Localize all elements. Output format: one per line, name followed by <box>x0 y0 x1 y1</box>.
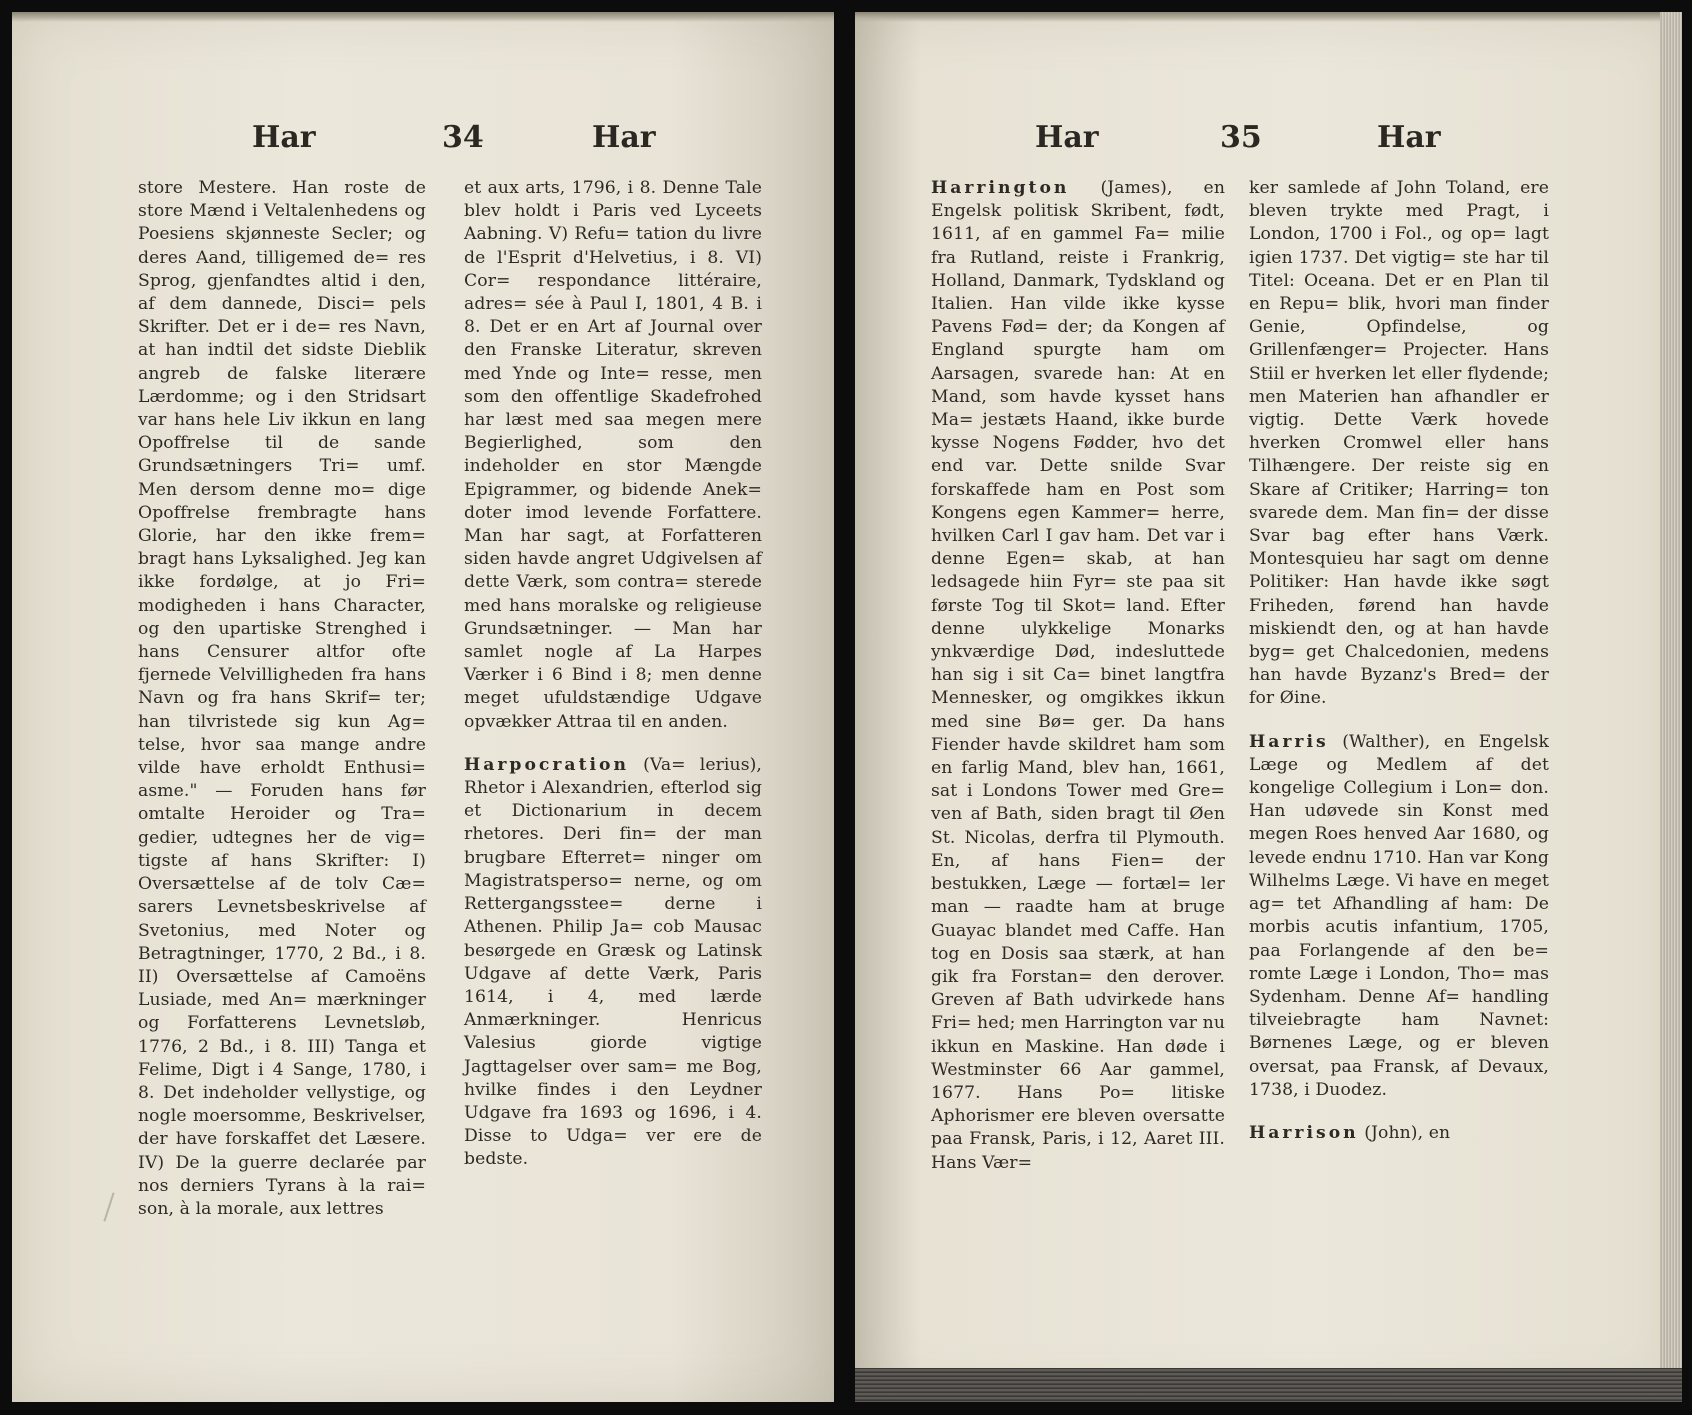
running-header <box>855 120 1682 170</box>
page-top-edge <box>855 12 1682 22</box>
header-left-word: Har <box>1035 120 1099 155</box>
page-side-edge <box>1660 12 1682 1402</box>
dictionary-entry: Harrison (John), en <box>1249 1122 1451 1143</box>
dictionary-entry: Harris (Walther), en Engelsk Læge og Medlem af det kongelige Collegium i Lon= don. Han udøvede sin Konst med megen Roes henved Aar 1680, og levede endnu 1710. Han var Kong Wilhelms Læge. Vi have en meget ag= tet Afhandling af ham: De morbis acutis infantium, 1705, paa Forlangende af den be= romte Læge i London, Tho= mas Sydenham. Denne Af= handling tilveiebragte ham Navnet: Børnenes Læge, og er bleven oversat, paa Fransk, af Devaux, 1738, i Duodez. <box>1249 731 1550 1100</box>
entry-headword: Harpocration <box>464 754 629 775</box>
left-page <box>12 12 834 1402</box>
paragraph: et aux arts, 1796, i 8. Denne Tale blev holdt i Paris ved Lyceets Aabning. V) Refu= tation du livre de l'Esprit d'Helvetius, i 8. VI) Cor= respondance littéraire, adres= sée à Paul I, 1801, 4 B. i 8. Det er en Art af Journal over den Franske Literatur, skreven med Ynde og Inte= resse, men som den offentlige Skadefrohed har læst med saa megen mere Begierlighed, som den indeholder en stor Mængde Epigrammer, og bidende Anek= doter imod levende Forfattere. Man har sagt, at Forfatteren siden havde angret Udgivelsen af dette Værk, som contra= sterede med hans moralske og religieuse Grundsætninger. — Man har samlet nogle af La Harpes Værker i 6 Bind i 8; men denne meget ufuldstændige Udgave opvækker Attraa til en anden. <box>464 178 762 732</box>
margin-mark <box>103 1192 114 1221</box>
header-right-word: Har <box>592 120 656 155</box>
right-page <box>855 12 1682 1402</box>
text-column-1 <box>931 177 1225 1175</box>
text-column-2 <box>464 177 762 1172</box>
header-left-word: Har <box>252 120 316 155</box>
page-top-edge <box>12 12 834 22</box>
paragraph: store Mestere. Han roste de store Mænd i Veltalenhedens og Poesiens skjønneste Secler; og deres Aand, tilligemed de= res Sprog, gjenfandtes altid i den, af dem dannede, Disci= pels Skrifter. Det er i de= res Navn, at han indtil det sidste Dieblik angreb de falske literære Lærdomme; og i den Stridsart var hans hele Liv ikkun en lang Opoffrelse til de sande Grundsætningers Tri= umf. Men dersom denne mo= dige Opoffrelse frembragte hans Glorie, har den ikke frem= bragt hans Lyksalighed. Jeg kan ikke fordølge, at jo Fri= modigheden i hans Character, og den upartiske Strenghed i hans Censurer altfor ofte fjernede Velvilligheden fra hans Navn og fra hans Skrif= ter; han tilvristede sig kun Ag= telse, hvor saa mange andre vilde have erholdt Enthusi= asme." — Foruden hans før omtalte Heroider og Tra= gedier, udtegnes her de vig= tigste af hans Skrifter: I) Oversættelse af de tolv Cæ= sarers Levnetsbeskrivelse af Svetonius, med Noter og Betragtninger, 1770, 2 Bd., i 8. II) Oversættelse af Camoëns Lusiade, med An= mærkninger og Forfatterens Levnetsløb, 1776, 2 Bd., i 8. III) Tanga et Felime, Digt i 4 Sange, 1780, i 8. Det indeholder vellystige, og nogle moersomme, Beskrivelser, der have forskaffet det Læsere. IV) De la guerre declarée par nos derniers Tyrans à la rai= son, à la morale, aux lettres <box>138 178 426 1219</box>
entry-headword: Harris <box>1249 731 1329 752</box>
header-right-word: Har <box>1377 120 1441 155</box>
page-number: 35 <box>1220 120 1262 155</box>
entry-headword: Harrison <box>1249 1122 1359 1143</box>
paragraph: ker samlede af John Toland, ere bleven trykte med Pragt, i London, 1700 i Fol., og op= lagt igien 1737. Det vigtig= ste har til Titel: Oceana. Det er en Plan til en Repu= blik, hvori man finder Genie, Opfindelse, og Grillenfænger= Projecter. Hans Stiil er hverken let eller flydende; men Materien han afhandler er vigtig. Dette Værk hovede hverken Cromwel eller hans Tilhængere. Der reiste sig en Skare af Critiker; Harring= ton svarede dem. Man fin= der disse Svar bag efter hans Værk. Montesquieu har sagt om denne Politiker: Han havde ikke søgt Friheden, førend han havde miskiendt den, og at han havde byg= get Chalcedonien, medens han havde Byzanz's Bred= der for Øine. <box>1249 178 1549 709</box>
page-number: 34 <box>442 120 484 155</box>
dictionary-entry: Harpocration (Va= lerius), Rhetor i Alexandrien, efterlod sig et Dictionarium in decem rhetores. Deri fin= der man brugbare Efterret= ninger om Magistratsperso= nerne, og om Rettergangsstee= derne i Athenen. Philip Ja= cob Mausac besørgede en Græsk og Latinsk Udgave af dette Værk, Paris 1614, i 4, med lærde Anmærkninger. Henricus Valesius giorde vigtige Jagttagelser over sam= me Bog, hvilke findes i den Leydner Udgave fra 1693 og 1696, i 4. Disse to Udga= ver ere de bedste. <box>464 754 762 1170</box>
text-column-1 <box>138 177 426 1221</box>
dictionary-entry: Harrington (James), en Engelsk politisk Skribent, født, 1611, af en gammel Fa= milie fra Rutland, reiste i Frankrig, Holland, Danmark, Tydskland og Italien. Han vilde ikke kysse Pavens Fød= der; da Kongen af England spurgte ham om Aarsagen, svarede han: At en Mand, som havde kysset hans Ma= jestæts Haand, ikke burde kysse Nogens Fødder, hvo det end var. Dette snilde Svar forskaffede ham en Post som Kongens egen Kammer= herre, hvilken Carl I gav ham. Det var i denne Egen= skab, at han ledsagede hiin Fyr= ste paa sit første Tog til Skot= land. Efter denne ulykkelige Monarks ynkværdige Død, indesluttede han sig i sit Ca= binet langtfra Mennesker, og omgikkes ikkun med sine Bø= ger. Da hans Fiender havde skildret ham som en farlig Mand, blev han, 1661, sat i Londons Tower med Gre= ven af Bath, siden bragt til Øen St. Nicolas, derfra til Plymouth. En, af hans Fien= der bestukken, Læge — fortæl= ler man — raadte ham at bruge Guayac blandet med Caffe. Han tog en Dosis saa stærk, at han gik fra Forstan= den derover. Greven af Bath udvirkede hans Fri= hed; men Harrington var nu ikkun en Maskine. Han døde i Westminster 66 Aar gammel, 1677. Hans Po= litiske Aphorismer ere bleven oversatte paa Fransk, Paris, i 12, Aaret III. Hans Vær= <box>931 178 1225 1173</box>
text-column-2 <box>1249 177 1549 1145</box>
page-bottom-edge <box>855 1368 1682 1402</box>
entry-headword: Harrington <box>931 178 1070 198</box>
running-header <box>12 120 834 170</box>
